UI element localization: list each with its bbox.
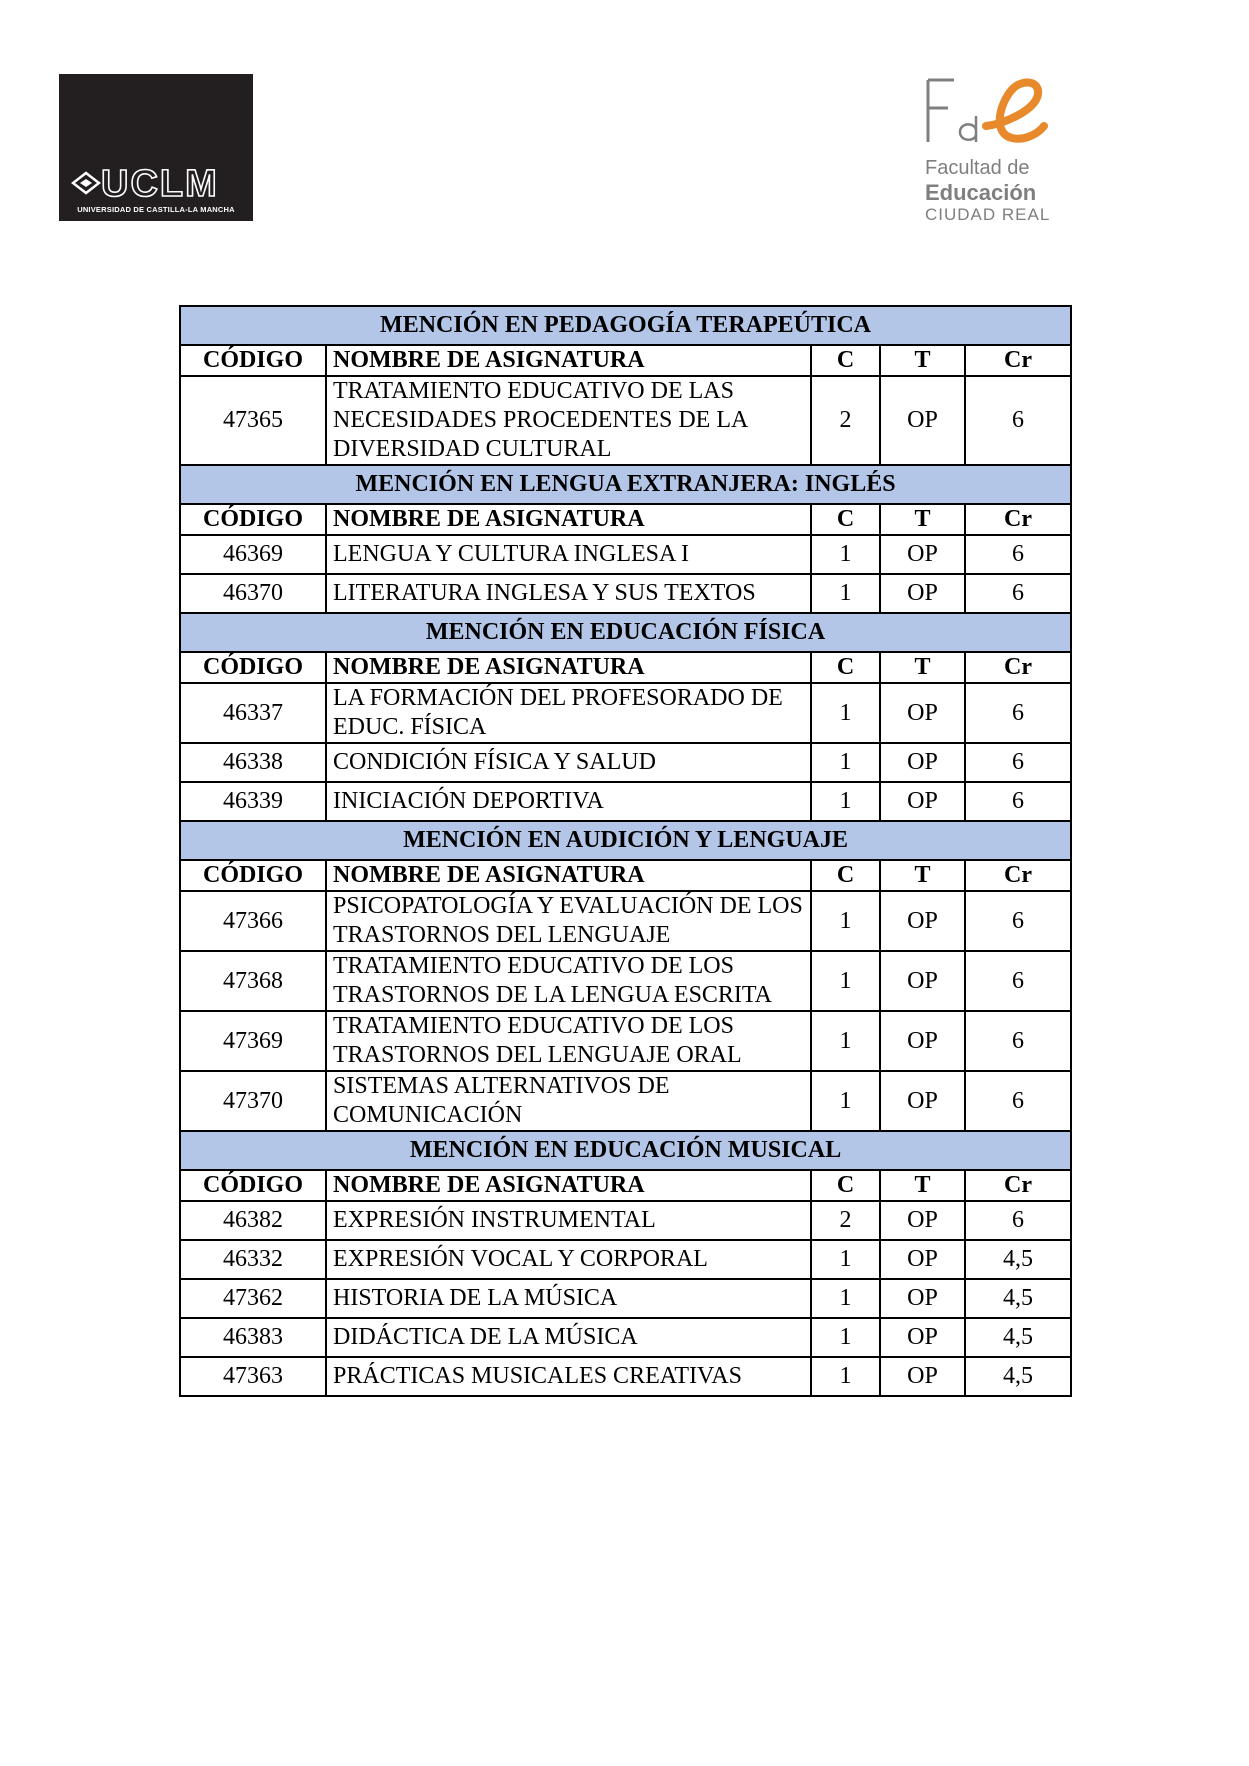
col-header-t: T	[880, 345, 965, 376]
cell-cr: 4,5	[965, 1318, 1071, 1357]
cell-code: 46332	[180, 1240, 326, 1279]
cell-cr: 6	[965, 1071, 1071, 1131]
table-row	[180, 782, 1071, 821]
column-header-row	[180, 652, 1071, 683]
cell-code: 47366	[180, 891, 326, 951]
uclm-wordmark-text: UCLM	[101, 163, 219, 205]
col-header-code: CÓDIGO	[180, 1170, 326, 1201]
table-row	[180, 1357, 1071, 1396]
cell-code: 46382	[180, 1201, 326, 1240]
cell-t: OP	[880, 782, 965, 821]
cell-t: OP	[880, 1279, 965, 1318]
cell-t: OP	[880, 1011, 965, 1071]
cell-cr: 4,5	[965, 1279, 1071, 1318]
table-row	[180, 1011, 1071, 1071]
cell-c: 2	[811, 1201, 880, 1240]
cell-c: 1	[811, 743, 880, 782]
fde-line-1: Facultad de	[925, 157, 1030, 179]
cell-code: 46337	[180, 683, 326, 743]
cell-c: 1	[811, 535, 880, 574]
cell-t: OP	[880, 535, 965, 574]
cell-cr: 6	[965, 782, 1071, 821]
column-header-row	[180, 504, 1071, 535]
table-row	[180, 891, 1071, 951]
section-title: MENCIÓN EN AUDICIÓN Y LENGUAJE	[180, 821, 1071, 860]
section-header-row	[180, 465, 1071, 504]
col-header-cr: Cr	[965, 1170, 1071, 1201]
uclm-building-icon	[71, 171, 101, 197]
cell-code: 46369	[180, 535, 326, 574]
cell-name: LENGUA Y CULTURA INGLESA I	[326, 535, 811, 574]
cell-cr: 6	[965, 951, 1071, 1011]
cell-cr: 6	[965, 891, 1071, 951]
cell-name: DIDÁCTICA DE LA MÚSICA	[326, 1318, 811, 1357]
cell-cr: 6	[965, 535, 1071, 574]
cell-t: OP	[880, 1071, 965, 1131]
cell-name: TRATAMIENTO EDUCATIVO DE LOS TRASTORNOS DEL LENGUAJE ORAL	[326, 1011, 811, 1071]
cell-code: 47362	[180, 1279, 326, 1318]
cell-t: OP	[880, 376, 965, 465]
cell-t: OP	[880, 891, 965, 951]
cell-cr: 6	[965, 1201, 1071, 1240]
fde-line-3: CIUDAD REAL	[925, 205, 1051, 224]
table-row	[180, 1201, 1071, 1240]
cell-name: TRATAMIENTO EDUCATIVO DE LOS TRASTORNOS DE LA LENGUA ESCRITA	[326, 951, 811, 1011]
table-row	[180, 743, 1071, 782]
col-header-c: C	[811, 504, 880, 535]
cell-name: PSICOPATOLOGÍA Y EVALUACIÓN DE LOS TRASTORNOS DEL LENGUAJE	[326, 891, 811, 951]
cell-t: OP	[880, 1318, 965, 1357]
section-header-row	[180, 306, 1071, 345]
cell-c: 1	[811, 1240, 880, 1279]
col-header-t: T	[880, 652, 965, 683]
table-row	[180, 683, 1071, 743]
cell-name: SISTEMAS ALTERNATIVOS DE COMUNICACIÓN	[326, 1071, 811, 1131]
col-header-code: CÓDIGO	[180, 504, 326, 535]
col-header-t: T	[880, 504, 965, 535]
cell-code: 47370	[180, 1071, 326, 1131]
cell-t: OP	[880, 574, 965, 613]
table-row	[180, 1279, 1071, 1318]
fde-mark-icon	[920, 76, 1070, 156]
col-header-name: NOMBRE DE ASIGNATURA	[326, 652, 811, 683]
col-header-t: T	[880, 1170, 965, 1201]
section-title: MENCIÓN EN EDUCACIÓN FÍSICA	[180, 613, 1071, 652]
cell-name: TRATAMIENTO EDUCATIVO DE LAS NECESIDADES PROCEDENTES DE LA DIVERSIDAD CULTURAL	[326, 376, 811, 465]
cell-c: 1	[811, 891, 880, 951]
cell-c: 1	[811, 683, 880, 743]
cell-cr: 6	[965, 1011, 1071, 1071]
cell-name: LA FORMACIÓN DEL PROFESORADO DE EDUC. FÍSICA	[326, 683, 811, 743]
section-title: MENCIÓN EN EDUCACIÓN MUSICAL	[180, 1131, 1071, 1170]
cell-c: 1	[811, 574, 880, 613]
table-row	[180, 1240, 1071, 1279]
cell-code: 46383	[180, 1318, 326, 1357]
cell-c: 1	[811, 782, 880, 821]
cell-cr: 4,5	[965, 1357, 1071, 1396]
cell-name: CONDICIÓN FÍSICA Y SALUD	[326, 743, 811, 782]
col-header-code: CÓDIGO	[180, 860, 326, 891]
cell-code: 47368	[180, 951, 326, 1011]
cell-code: 47363	[180, 1357, 326, 1396]
column-header-row	[180, 1170, 1071, 1201]
cell-t: OP	[880, 1201, 965, 1240]
fde-line-2: Educación	[925, 180, 1037, 205]
table-row	[180, 376, 1071, 465]
cell-name: EXPRESIÓN INSTRUMENTAL	[326, 1201, 811, 1240]
cell-t: OP	[880, 743, 965, 782]
cell-t: OP	[880, 683, 965, 743]
cell-cr: 6	[965, 574, 1071, 613]
cell-t: OP	[880, 951, 965, 1011]
cell-c: 1	[811, 1318, 880, 1357]
cell-c: 1	[811, 1071, 880, 1131]
section-header-row	[180, 1131, 1071, 1170]
cell-c: 1	[811, 1357, 880, 1396]
cell-code: 46370	[180, 574, 326, 613]
col-header-name: NOMBRE DE ASIGNATURA	[326, 345, 811, 376]
cell-c: 1	[811, 1011, 880, 1071]
cell-code: 46339	[180, 782, 326, 821]
cell-code: 47365	[180, 376, 326, 465]
col-header-c: C	[811, 345, 880, 376]
uclm-logo	[59, 74, 253, 221]
cell-cr: 4,5	[965, 1240, 1071, 1279]
table-row	[180, 574, 1071, 613]
cell-code: 46338	[180, 743, 326, 782]
cell-cr: 6	[965, 683, 1071, 743]
col-header-c: C	[811, 1170, 880, 1201]
cell-cr: 6	[965, 743, 1071, 782]
col-header-code: CÓDIGO	[180, 345, 326, 376]
section-title: MENCIÓN EN LENGUA EXTRANJERA: INGLÉS	[180, 465, 1071, 504]
cell-t: OP	[880, 1240, 965, 1279]
table-row	[180, 535, 1071, 574]
table-row	[180, 1318, 1071, 1357]
col-header-cr: Cr	[965, 652, 1071, 683]
cell-name: LITERATURA INGLESA Y SUS TEXTOS	[326, 574, 811, 613]
column-header-row	[180, 860, 1071, 891]
column-header-row	[180, 345, 1071, 376]
col-header-cr: Cr	[965, 345, 1071, 376]
fde-logo	[920, 76, 1070, 226]
cell-name: EXPRESIÓN VOCAL Y CORPORAL	[326, 1240, 811, 1279]
cell-cr: 6	[965, 376, 1071, 465]
section-title: MENCIÓN EN PEDAGOGÍA TERAPEÚTICA	[180, 306, 1071, 345]
col-header-t: T	[880, 860, 965, 891]
col-header-name: NOMBRE DE ASIGNATURA	[326, 860, 811, 891]
table-row	[180, 951, 1071, 1011]
cell-c: 1	[811, 1279, 880, 1318]
table-row	[180, 1071, 1071, 1131]
uclm-wordmark	[71, 165, 219, 203]
section-header-row	[180, 821, 1071, 860]
subjects-table	[179, 305, 1072, 1397]
uclm-subtitle: UNIVERSIDAD DE CASTILLA-LA MANCHA	[77, 205, 235, 214]
col-header-cr: Cr	[965, 504, 1071, 535]
section-header-row	[180, 613, 1071, 652]
cell-t: OP	[880, 1357, 965, 1396]
col-header-c: C	[811, 860, 880, 891]
col-header-name: NOMBRE DE ASIGNATURA	[326, 504, 811, 535]
cell-name: HISTORIA DE LA MÚSICA	[326, 1279, 811, 1318]
col-header-code: CÓDIGO	[180, 652, 326, 683]
cell-name: PRÁCTICAS MUSICALES CREATIVAS	[326, 1357, 811, 1396]
col-header-c: C	[811, 652, 880, 683]
col-header-cr: Cr	[965, 860, 1071, 891]
cell-code: 47369	[180, 1011, 326, 1071]
cell-c: 2	[811, 376, 880, 465]
cell-c: 1	[811, 951, 880, 1011]
col-header-name: NOMBRE DE ASIGNATURA	[326, 1170, 811, 1201]
cell-name: INICIACIÓN DEPORTIVA	[326, 782, 811, 821]
